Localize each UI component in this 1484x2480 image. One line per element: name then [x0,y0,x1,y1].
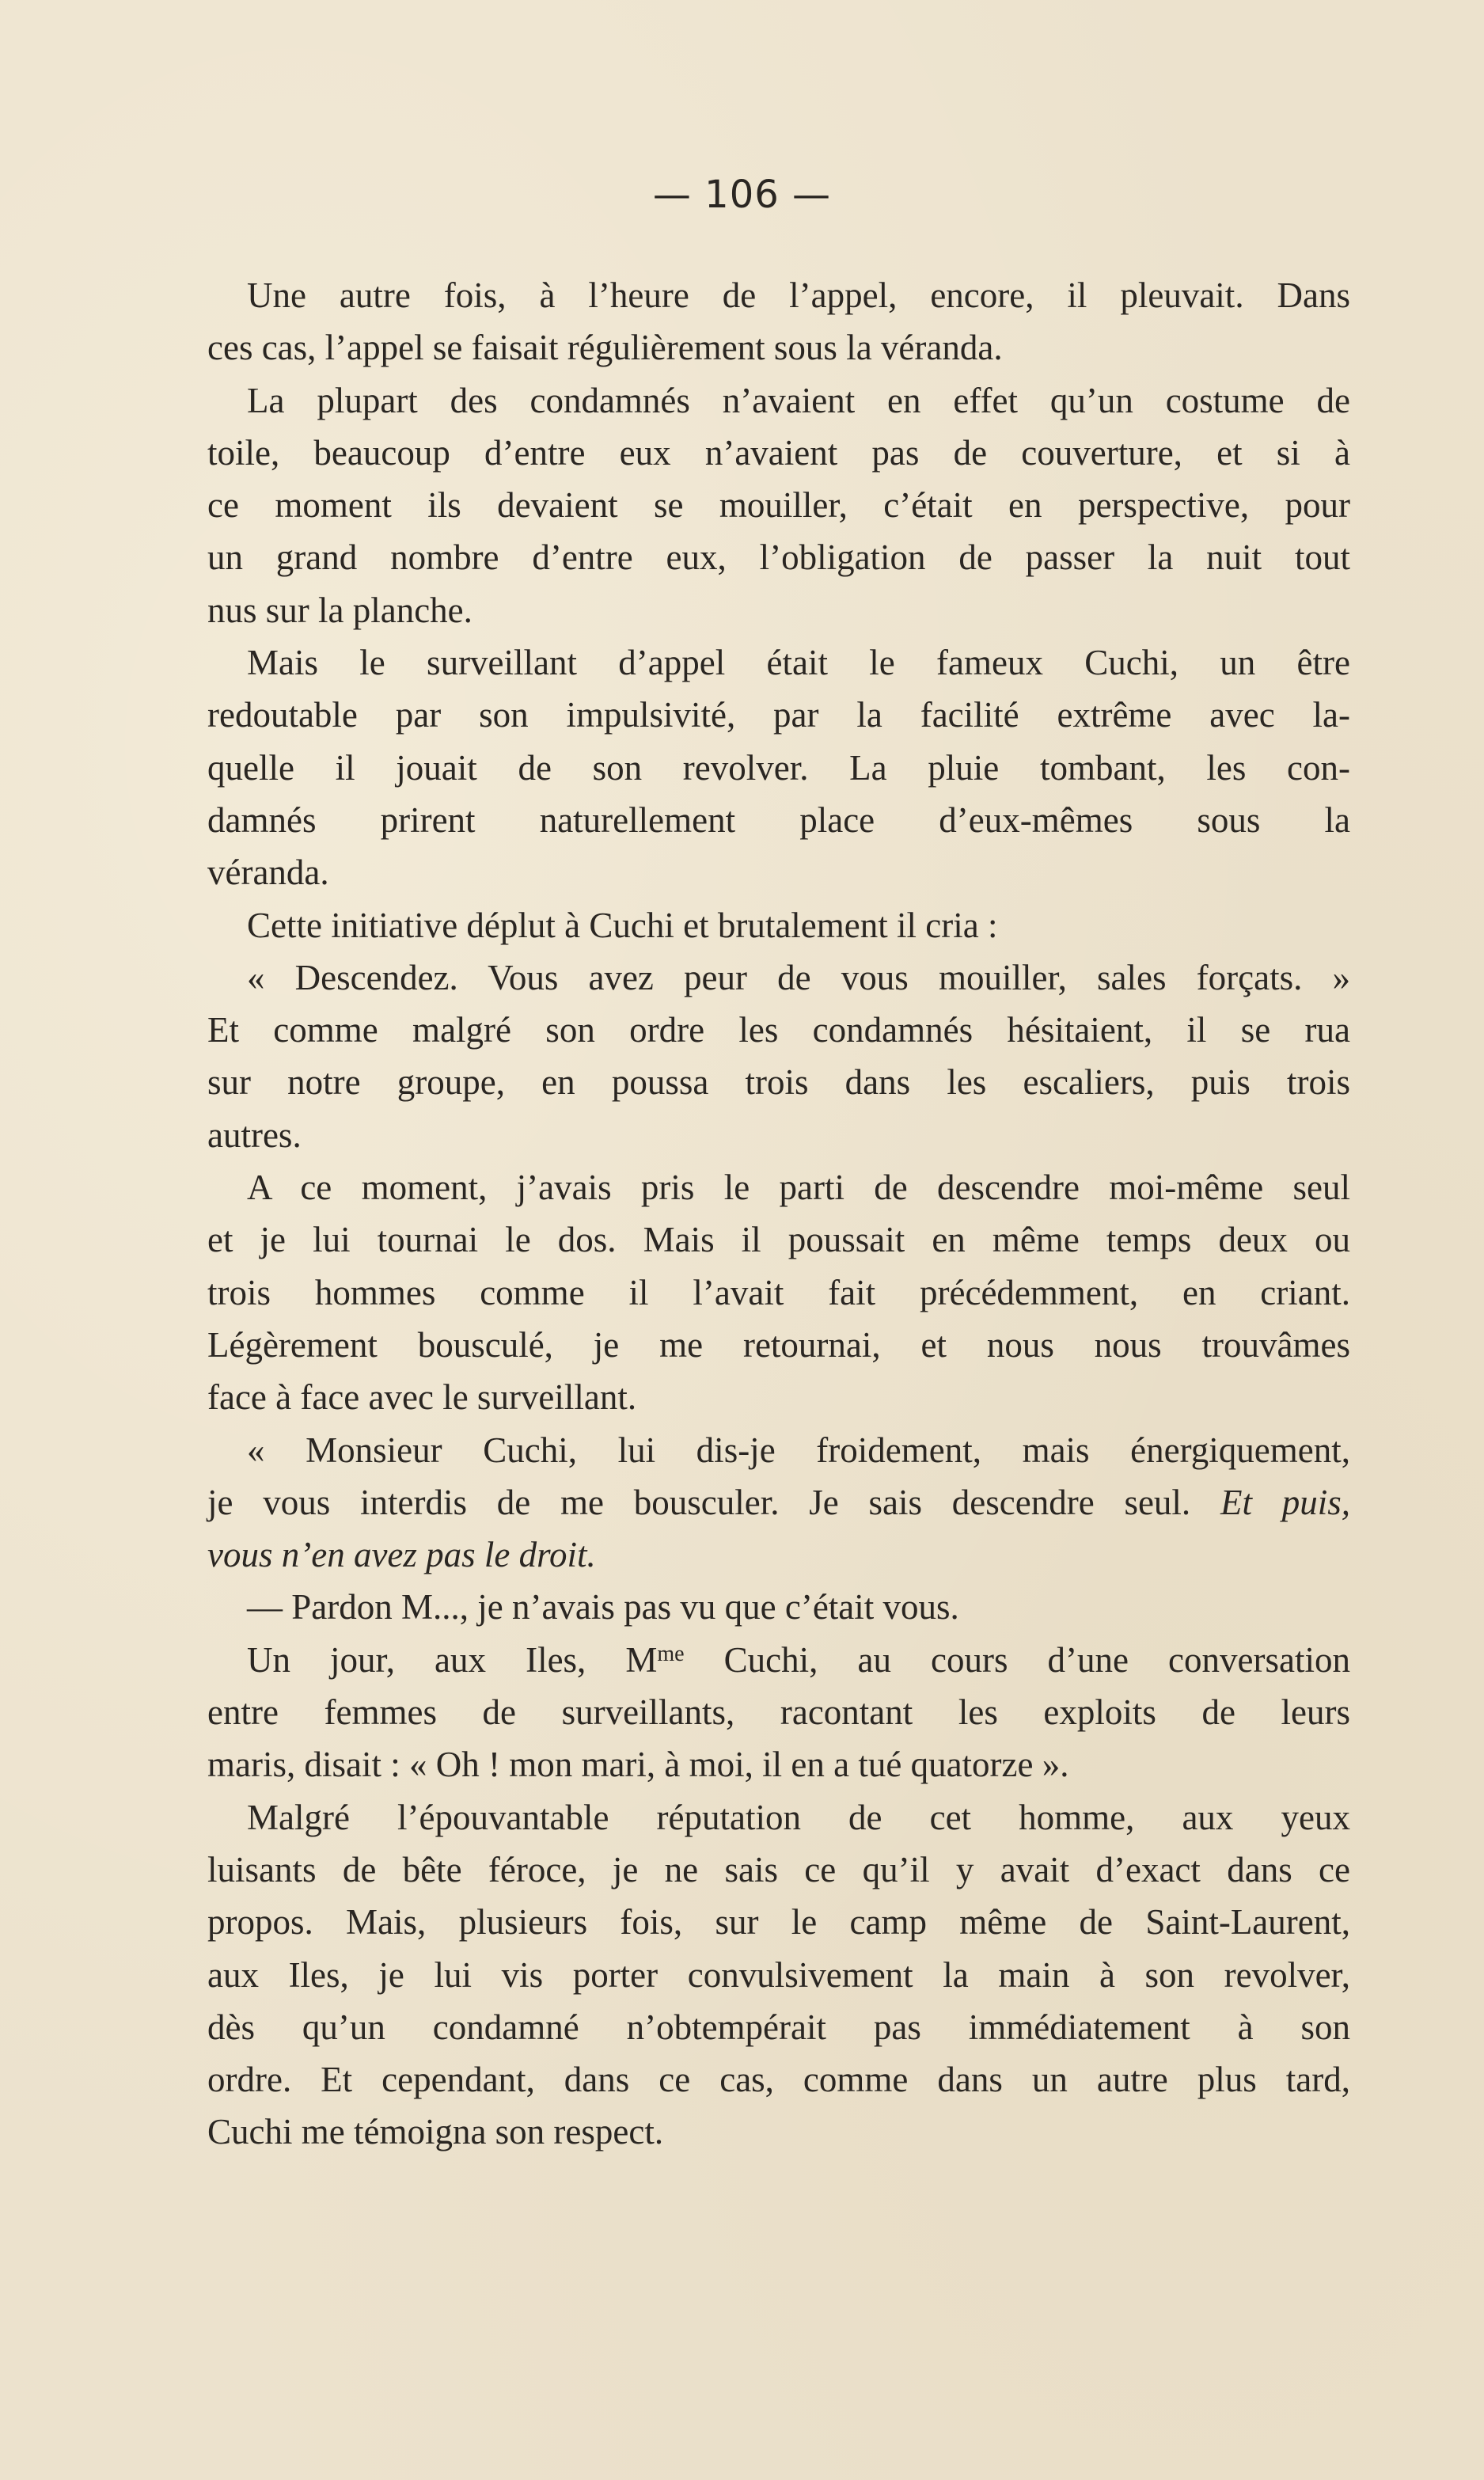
text-line: Malgré l’épouvantable réputation de cet homme, aux yeux [247,1797,1350,1837]
text-line: nus sur la planche. [207,590,473,630]
text-line: autres. [207,1115,302,1155]
text-line: ordre. Et cependant, dans ce cas, comme dans un autre plus tard, [207,2060,1350,2100]
quote-line: « Descendez. Vous avez peur de vous mouiller, sales forçats. » [247,957,1350,997]
text-line: ces cas, l’appel se faisait régulièrement sous la véranda. [207,328,1003,368]
line-part: Un jour, aux Iles, M [247,1639,658,1680]
text-line: véranda. [207,853,329,893]
quote-line [207,1476,1350,1529]
line-part: Cuchi, au cours d’une conversation [684,1639,1350,1680]
text-line: sur notre groupe, en poussa trois dans les escaliers, puis trois [207,1062,1350,1103]
text-line: et je lui tournai le dos. Mais il poussait en même temps deux ou [207,1220,1350,1260]
italic-emphasis: vous n’en avez pas le droit. [207,1535,596,1575]
text-line: damnés prirent naturellement place d’eux-mêmes sous la [207,799,1350,840]
text-line: ce moment ils devaient se mouiller, c’était en perspective, pour [207,485,1350,526]
page-number: — 106 — [652,173,832,217]
text-line: Mais le surveillant d’appel était le fameux Cuchi, un être [247,643,1350,683]
text-line: La plupart des condamnés n’avaient en effet qu’un costume de [247,380,1350,420]
text-line: quelle il jouait de son revolver. La pluie tombant, les con- [207,747,1350,788]
italic-emphasis: Et puis, [1220,1482,1350,1522]
text-line: redoutable par son impulsivité, par la facilité extrême avec la- [207,695,1350,735]
text-line: Et comme malgré son ordre les condamnés hésitaient, il se rua [207,1010,1350,1050]
text-line: toile, beaucoup d’entre eux n’avaient pas de couverture, et si à [207,432,1350,473]
text-line: luisants de bête féroce, je ne sais ce qu’il y avait d’exact dans ce [207,1849,1350,1889]
text-line: Cette initiative déplut à Cuchi et brutalement il cria : [247,905,998,945]
text-line: face à face avec le surveillant. [207,1377,637,1418]
dialogue-line: — Pardon M..., je n’avais pas vu que c’était vous. [247,1587,959,1627]
superscript-abbreviation: me [657,1641,685,1666]
text-line: Cuchi me témoigna son respect. [207,2112,664,2152]
text-line: dès qu’un condamné n’obtempérait pas immédiatement à son [207,2007,1350,2047]
text-line: trois hommes comme il l’avait fait précédemment, en criant. [207,1272,1350,1312]
text-line: maris, disait : « Oh ! mon mari, à moi, il en a tué quatorze ». [207,1745,1069,1785]
text-line [207,1634,1350,1686]
text-line: un grand nombre d’entre eux, l’obligation de passer la nuit tout [207,537,1350,578]
body-text [207,269,1350,2159]
line-roman-part: je vous interdis de me bousculer. Je sais descendre seul. [207,1482,1191,1522]
quote-line: « Monsieur Cuchi, lui dis-je froidement, mais énergiquement, [247,1430,1350,1470]
text-line: Une autre fois, à l’heure de l’appel, encore, il pleuvait. Dans [247,275,1350,315]
text-line: entre femmes de surveillants, racontant les exploits de leurs [207,1692,1350,1733]
text-line: A ce moment, j’avais pris le parti de descendre moi-même seul [247,1168,1350,1208]
text-line: Légèrement bousculé, je me retournai, et nous nous trouvâmes [207,1324,1350,1365]
quote-line [207,1529,1350,1581]
text-line: aux Iles, je lui vis porter convulsivement la main à son revolver, [207,1954,1350,1995]
text-line: propos. Mais, plusieurs fois, sur le camp même de Saint-Laurent, [207,1902,1350,1943]
